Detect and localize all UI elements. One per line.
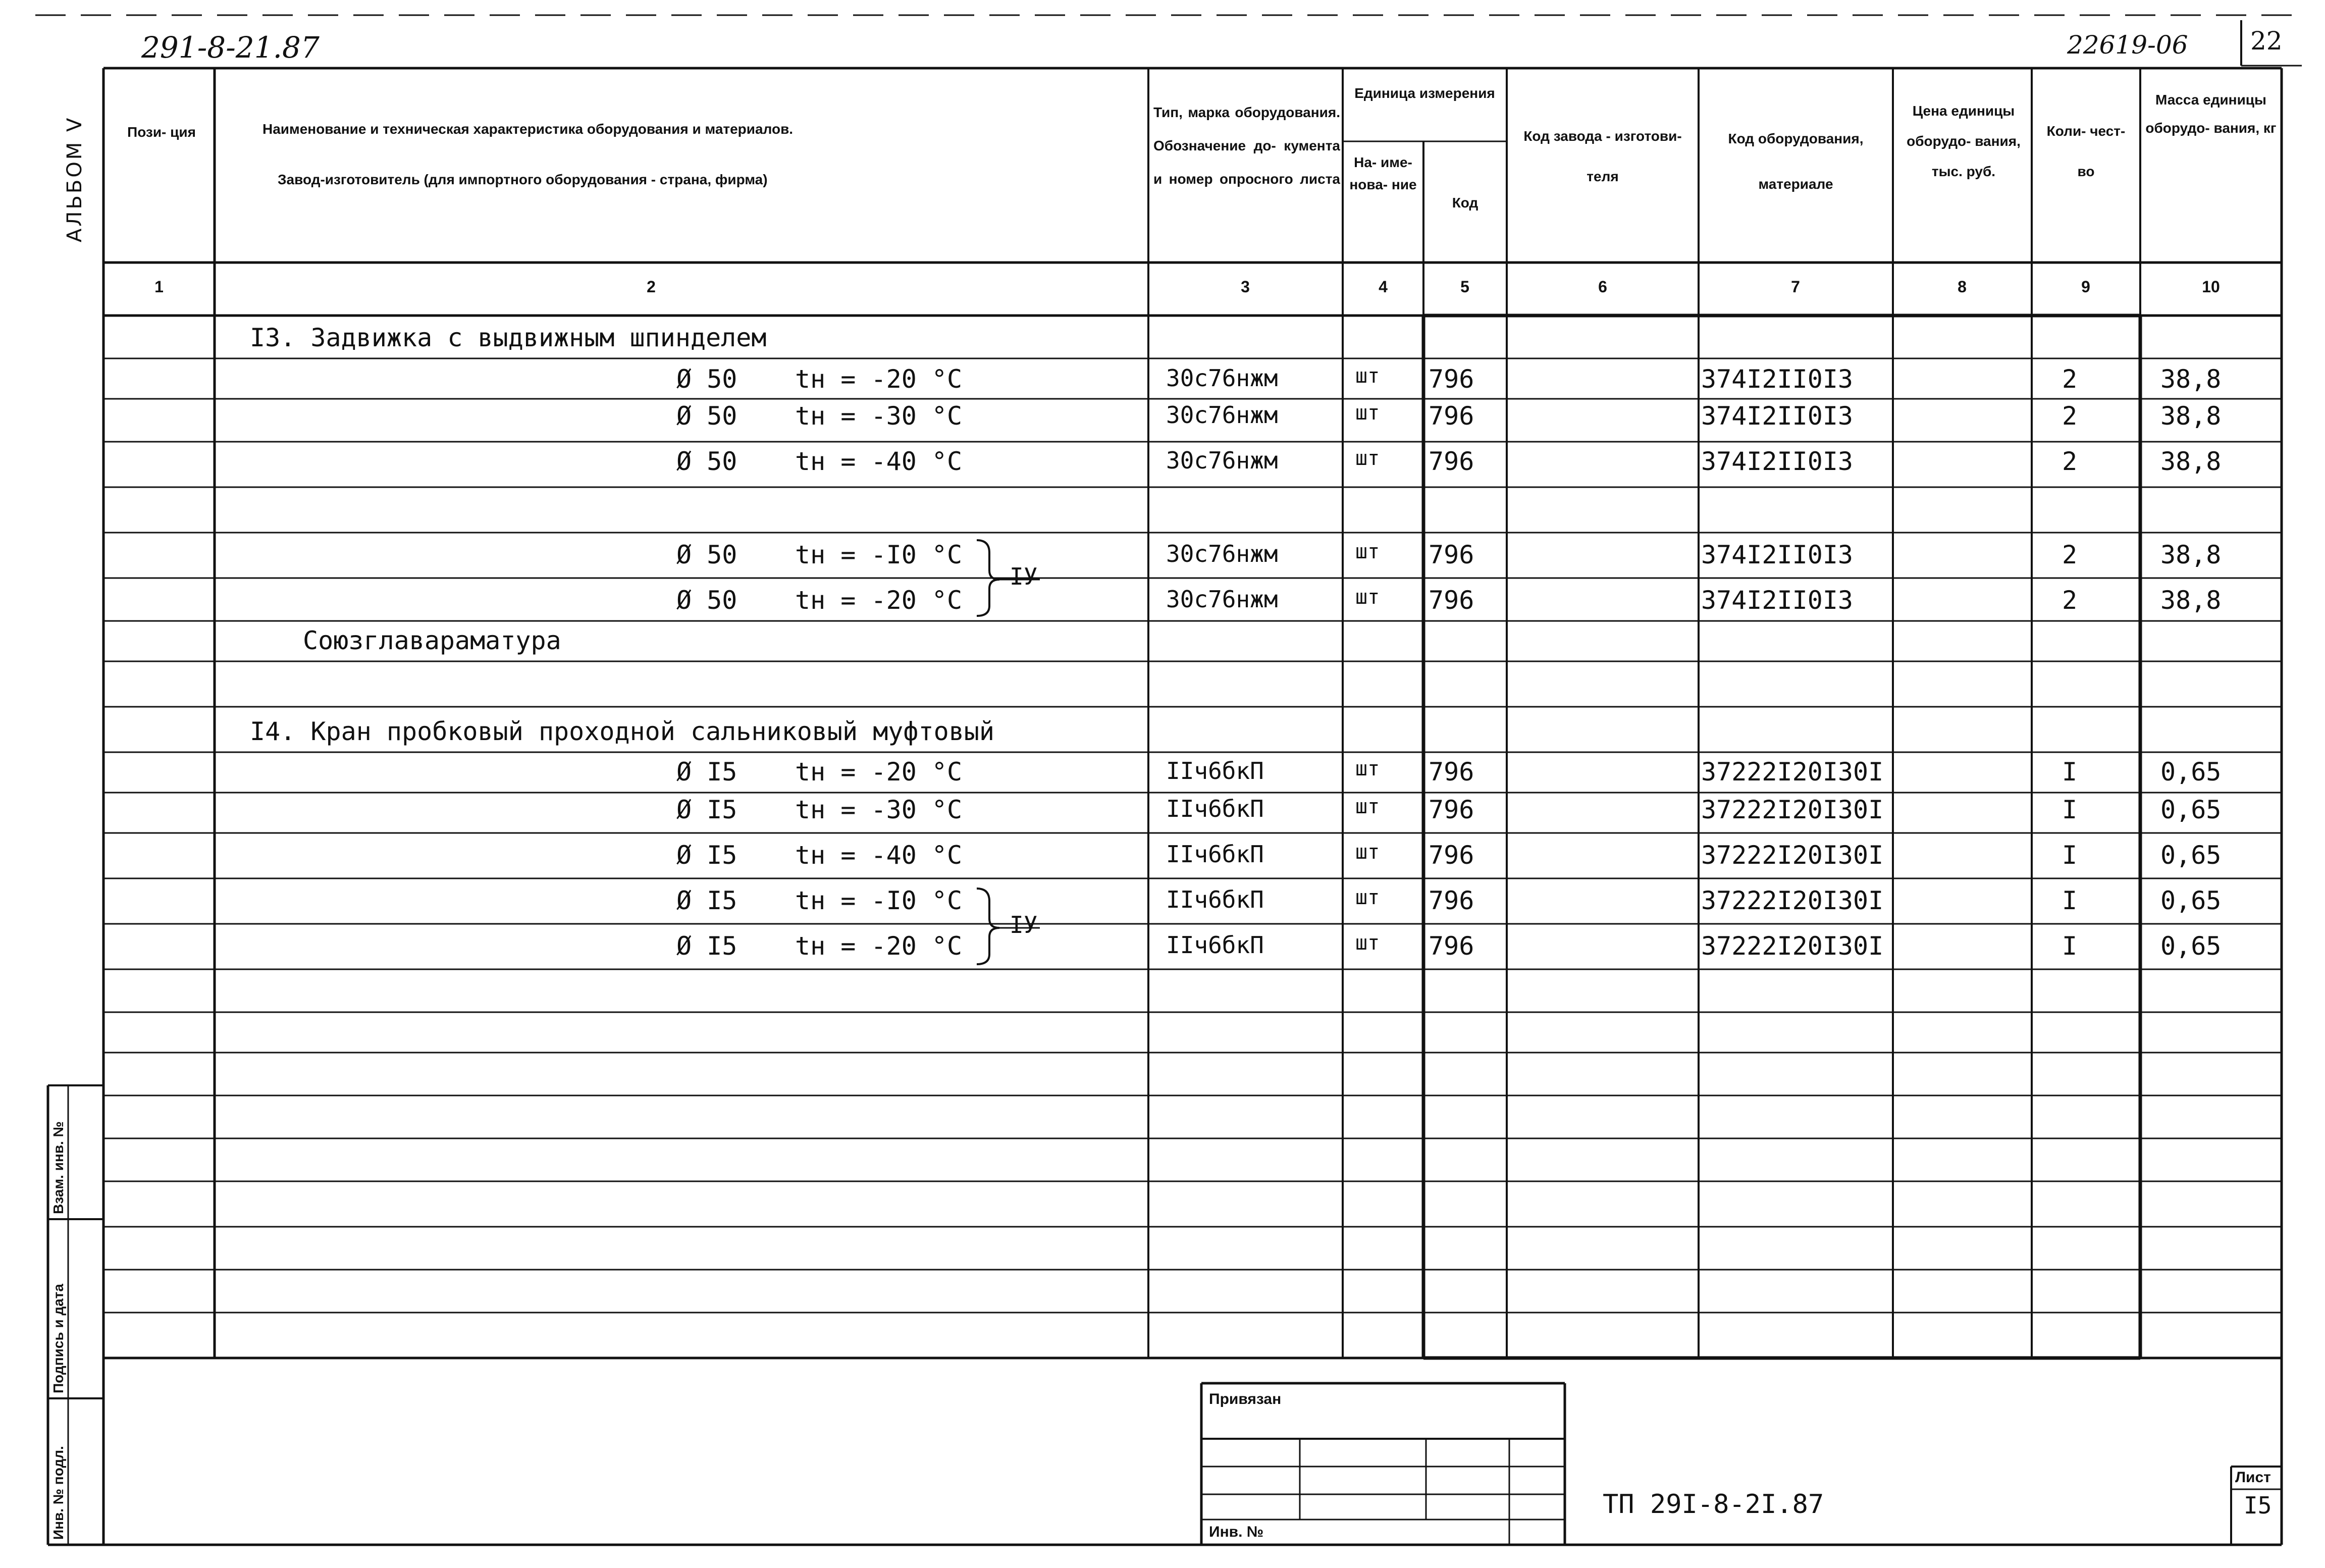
col-num-8: 8 <box>1958 278 1967 296</box>
section-14-iu-label: IУ <box>1010 911 1038 938</box>
quantity-cell: I <box>2062 886 2078 915</box>
temperature-cell: tн = -30 °С <box>795 401 963 431</box>
type-cell: 30с76нжм <box>1166 447 1278 474</box>
side-label-vzam: Взам. инв. № <box>50 1121 66 1214</box>
material-code-cell: 374I2II0I3 <box>1701 447 1854 476</box>
page-corner-number: 22 <box>2250 26 2283 56</box>
type-cell: IIч6бкП <box>1166 757 1264 785</box>
unit-cell: шт <box>1355 795 1380 818</box>
unit-code-cell: 796 <box>1429 886 1474 915</box>
diameter-cell: Ø I5 <box>676 886 737 915</box>
col-num-2: 2 <box>647 278 656 296</box>
diameter-cell: Ø I5 <box>676 795 737 824</box>
diameter-cell: Ø I5 <box>676 931 737 961</box>
material-code-cell: 374I2II0I3 <box>1701 401 1854 431</box>
col4-header: На- име- нова- ние <box>1349 154 1417 192</box>
unit-code-cell: 796 <box>1429 586 1474 615</box>
col-num-6: 6 <box>1598 278 1607 296</box>
unit-code-cell: 796 <box>1429 757 1474 787</box>
material-code-cell: 374I2II0I3 <box>1701 540 1854 569</box>
doc-code-left: 291-8-21.87 <box>141 30 320 65</box>
unit-cell: шт <box>1355 886 1380 909</box>
quantity-cell: 2 <box>2062 364 2078 394</box>
doc-code-right: 22619-06 <box>2067 30 2188 60</box>
diameter-cell: Ø 50 <box>676 586 737 615</box>
quantity-cell: I <box>2062 757 2078 787</box>
mass-cell: 0,65 <box>2160 795 2222 824</box>
col-num-7: 7 <box>1791 278 1800 296</box>
temperature-cell: tн = -I0 °С <box>795 540 963 569</box>
stamp-privyazan: Привязан <box>1209 1391 1282 1407</box>
temperature-cell: tн = -30 °С <box>795 795 963 824</box>
mass-cell: 38,8 <box>2160 447 2222 476</box>
material-code-cell: 37222I20I30I <box>1701 931 1884 961</box>
type-cell: 30с76нжм <box>1166 586 1278 613</box>
section-13-title: I3. Задвижка с выдвижным шпинделем <box>250 323 767 352</box>
type-cell: IIч6бкП <box>1166 795 1264 822</box>
material-code-cell: 37222I20I30I <box>1701 757 1884 787</box>
temperature-cell: tн = -20 °С <box>795 364 963 394</box>
col-num-10: 10 <box>2202 278 2220 296</box>
col3-header: Тип, марка оборудования. Обозначение до- кумента и номер опросного листа <box>1153 104 1340 187</box>
type-cell: 30с76нжм <box>1166 540 1278 567</box>
unit-code-cell: 796 <box>1429 540 1474 569</box>
col10-header: Масса единицы оборудо- вания, кг <box>2145 92 2277 136</box>
stamp-document-code: ТП 29I-8-2I.87 <box>1603 1489 1824 1520</box>
col2-header-line2: Завод-изготовитель (для импортного оборудования - страна, фирма) <box>278 172 768 187</box>
unit-cell: шт <box>1355 586 1380 609</box>
col9-header: Коли- чест- во <box>2046 123 2126 179</box>
mass-cell: 0,65 <box>2160 757 2222 787</box>
section-13-maker: Союзглавараматура <box>303 626 561 655</box>
unit-code-cell: 796 <box>1429 401 1474 431</box>
diameter-cell: Ø 50 <box>676 401 737 431</box>
temperature-cell: tн = -20 °С <box>795 931 963 961</box>
material-code-cell: 37222I20I30I <box>1701 886 1884 915</box>
stamp-inv-no: Инв. № <box>1209 1524 1264 1540</box>
col-num-1: 1 <box>154 278 164 296</box>
col-num-9: 9 <box>2081 278 2090 296</box>
temperature-cell: tн = -20 °С <box>795 586 963 615</box>
type-cell: IIч6бкП <box>1166 931 1264 959</box>
temperature-cell: tн = -I0 °С <box>795 886 963 915</box>
col-num-4: 4 <box>1379 278 1388 296</box>
unit-cell: шт <box>1355 401 1380 425</box>
temperature-cell: tн = -40 °С <box>795 447 963 476</box>
stamp-list-number: I5 <box>2244 1492 2272 1519</box>
col2-header-line1: Наименование и техническая характеристика оборудования и материалов. <box>262 121 794 137</box>
material-code-cell: 374I2II0I3 <box>1701 364 1854 394</box>
diameter-cell: Ø I5 <box>676 757 737 787</box>
mass-cell: 0,65 <box>2160 886 2222 915</box>
col7-header: Код оборудования, материале <box>1728 131 1864 192</box>
quantity-cell: I <box>2062 841 2078 870</box>
diameter-cell: Ø 50 <box>676 364 737 394</box>
unit-code-cell: 796 <box>1429 447 1474 476</box>
unit-code-cell: 796 <box>1429 795 1474 824</box>
unit-group-header: Единица измерения <box>1354 85 1495 101</box>
col-num-5: 5 <box>1460 278 1469 296</box>
unit-code-cell: 796 <box>1429 364 1474 394</box>
stamp-list-label: Лист <box>2235 1469 2271 1486</box>
col1-header: Пози- ция <box>127 124 196 140</box>
mass-cell: 38,8 <box>2160 540 2222 569</box>
quantity-cell: I <box>2062 931 2078 961</box>
temperature-cell: tн = -20 °С <box>795 757 963 787</box>
section-13-iu-label: IУ <box>1010 563 1038 590</box>
diameter-cell: Ø I5 <box>676 841 737 870</box>
unit-cell: шт <box>1355 364 1380 388</box>
unit-code-cell: 796 <box>1429 931 1474 961</box>
album-label: АЛЬБОМ V <box>63 116 86 242</box>
mass-cell: 0,65 <box>2160 841 2222 870</box>
side-label-podpis: Подпись и дата <box>50 1284 66 1393</box>
unit-cell: шт <box>1355 757 1380 780</box>
col6-header: Код завода - изготови- теля <box>1523 128 1682 184</box>
unit-cell: шт <box>1355 931 1380 955</box>
mass-cell: 38,8 <box>2160 364 2222 394</box>
col8-header: Цена единицы оборудо- вания, тыс. руб. <box>1907 103 2021 179</box>
material-code-cell: 37222I20I30I <box>1701 841 1884 870</box>
diameter-cell: Ø 50 <box>676 540 737 569</box>
col-num-3: 3 <box>1241 278 1250 296</box>
quantity-cell: I <box>2062 795 2078 824</box>
unit-code-cell: 796 <box>1429 841 1474 870</box>
type-cell: 30с76нжм <box>1166 364 1278 392</box>
unit-cell: шт <box>1355 540 1380 563</box>
mass-cell: 38,8 <box>2160 401 2222 431</box>
temperature-cell: tн = -40 °С <box>795 841 963 870</box>
type-cell: IIч6бкП <box>1166 841 1264 868</box>
type-cell: 30с76нжм <box>1166 401 1278 429</box>
diameter-cell: Ø 50 <box>676 447 737 476</box>
quantity-cell: 2 <box>2062 447 2078 476</box>
mass-cell: 0,65 <box>2160 931 2222 961</box>
col5-header: Код <box>1452 195 1478 211</box>
side-label-inv: Инв. № подл. <box>50 1446 66 1540</box>
section-14-title: I4. Кран пробковый проходной сальниковый муфтовый <box>250 717 995 746</box>
unit-cell: шт <box>1355 841 1380 864</box>
material-code-cell: 37222I20I30I <box>1701 795 1884 824</box>
type-cell: IIч6бкП <box>1166 886 1264 913</box>
quantity-cell: 2 <box>2062 401 2078 431</box>
mass-cell: 38,8 <box>2160 586 2222 615</box>
unit-cell: шт <box>1355 447 1380 470</box>
material-code-cell: 374I2II0I3 <box>1701 586 1854 615</box>
quantity-cell: 2 <box>2062 540 2078 569</box>
quantity-cell: 2 <box>2062 586 2078 615</box>
